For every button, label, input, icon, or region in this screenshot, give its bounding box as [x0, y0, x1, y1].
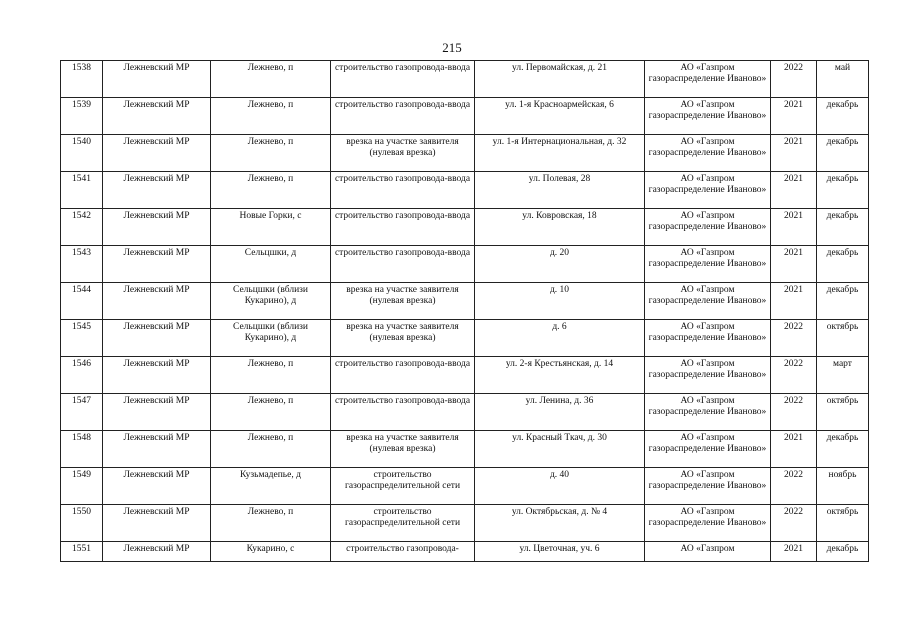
cell-settlement: Лежнево, п: [211, 172, 331, 209]
cell-address: д. 40: [475, 468, 645, 505]
cell-work-type: врезка на участке заявителя (нулевая врезка): [331, 283, 475, 320]
cell-year: 2022: [771, 320, 817, 357]
cell-number: 1543: [61, 246, 103, 283]
cell-work-type: строительство газопровода-ввода: [331, 394, 475, 431]
cell-month: март: [817, 357, 869, 394]
cell-month: декабрь: [817, 246, 869, 283]
cell-district: Лежневский МР: [103, 283, 211, 320]
cell-organization: АО «Газпром газораспределение Иваново»: [645, 283, 771, 320]
cell-organization: АО «Газпром газораспределение Иваново»: [645, 209, 771, 246]
table-row: [61, 320, 869, 357]
cell-settlement: Лежнево, п: [211, 135, 331, 172]
cell-settlement: Кузьмадепье, д: [211, 468, 331, 505]
cell-month: ноябрь: [817, 468, 869, 505]
cell-address: ул. Первомайская, д. 21: [475, 61, 645, 98]
cell-work-type: строительство газопровода-ввода: [331, 357, 475, 394]
cell-year: 2021: [771, 283, 817, 320]
cell-month: декабрь: [817, 172, 869, 209]
table-row: [61, 61, 869, 98]
cell-settlement: Лежнево, п: [211, 431, 331, 468]
cell-district: Лежневский МР: [103, 320, 211, 357]
cell-district: Лежневский МР: [103, 172, 211, 209]
cell-number: 1544: [61, 283, 103, 320]
table-row: [61, 394, 869, 431]
cell-organization: АО «Газпром: [645, 542, 771, 562]
cell-settlement: Сельцшки, д: [211, 246, 331, 283]
cell-district: Лежневский МР: [103, 542, 211, 562]
cell-address: д. 20: [475, 246, 645, 283]
cell-year: 2021: [771, 98, 817, 135]
cell-number: 1540: [61, 135, 103, 172]
cell-number: 1538: [61, 61, 103, 98]
cell-year: 2021: [771, 209, 817, 246]
cell-organization: АО «Газпром газораспределение Иваново»: [645, 98, 771, 135]
cell-district: Лежневский МР: [103, 468, 211, 505]
cell-organization: АО «Газпром газораспределение Иваново»: [645, 61, 771, 98]
cell-month: май: [817, 61, 869, 98]
cell-year: 2021: [771, 135, 817, 172]
cell-number: 1545: [61, 320, 103, 357]
cell-organization: АО «Газпром газораспределение Иваново»: [645, 394, 771, 431]
cell-work-type: строительство газопровода-ввода: [331, 246, 475, 283]
cell-district: Лежневский МР: [103, 135, 211, 172]
cell-address: д. 10: [475, 283, 645, 320]
cell-organization: АО «Газпром газораспределение Иваново»: [645, 357, 771, 394]
cell-address: ул. Цветочная, уч. 6: [475, 542, 645, 562]
cell-district: Лежневский МР: [103, 98, 211, 135]
cell-settlement: Сельцшки (вблизи Кукарино), д: [211, 320, 331, 357]
cell-district: Лежневский МР: [103, 431, 211, 468]
table-row: [61, 98, 869, 135]
cell-year: 2021: [771, 172, 817, 209]
cell-settlement: Лежнево, п: [211, 61, 331, 98]
table-body: [61, 61, 869, 562]
cell-organization: АО «Газпром газораспределение Иваново»: [645, 505, 771, 542]
cell-month: декабрь: [817, 431, 869, 468]
table-row: [61, 135, 869, 172]
cell-district: Лежневский МР: [103, 357, 211, 394]
cell-settlement: Лежнево, п: [211, 394, 331, 431]
cell-address: ул. Октябрьская, д. № 4: [475, 505, 645, 542]
table-row: [61, 468, 869, 505]
cell-settlement: Лежнево, п: [211, 505, 331, 542]
cell-year: 2021: [771, 542, 817, 562]
table-row: [61, 209, 869, 246]
cell-month: октябрь: [817, 320, 869, 357]
cell-address: ул. 2-я Крестьянская, д. 14: [475, 357, 645, 394]
cell-address: д. 6: [475, 320, 645, 357]
cell-work-type: врезка на участке заявителя (нулевая врезка): [331, 431, 475, 468]
cell-organization: АО «Газпром газораспределение Иваново»: [645, 431, 771, 468]
cell-month: декабрь: [817, 98, 869, 135]
cell-organization: АО «Газпром газораспределение Иваново»: [645, 468, 771, 505]
cell-organization: АО «Газпром газораспределение Иваново»: [645, 135, 771, 172]
cell-address: ул. Ленина, д. 36: [475, 394, 645, 431]
cell-district: Лежневский МР: [103, 209, 211, 246]
cell-district: Лежневский МР: [103, 394, 211, 431]
cell-month: октябрь: [817, 394, 869, 431]
table-row: [61, 357, 869, 394]
cell-settlement: Кукарино, с: [211, 542, 331, 562]
gasification-table: [60, 60, 869, 562]
cell-district: Лежневский МР: [103, 246, 211, 283]
cell-number: 1542: [61, 209, 103, 246]
cell-district: Лежневский МР: [103, 61, 211, 98]
cell-year: 2022: [771, 61, 817, 98]
cell-address: ул. 1-я Красноармейская, 6: [475, 98, 645, 135]
cell-month: декабрь: [817, 542, 869, 562]
table-row: [61, 172, 869, 209]
cell-number: 1541: [61, 172, 103, 209]
cell-number: 1549: [61, 468, 103, 505]
cell-address: ул. Красный Ткач, д. 30: [475, 431, 645, 468]
cell-work-type: строительство газопровода-ввода: [331, 172, 475, 209]
cell-address: ул. Полевая, 28: [475, 172, 645, 209]
cell-work-type: строительство газораспределительной сети: [331, 505, 475, 542]
cell-work-type: строительство газопровода-ввода: [331, 209, 475, 246]
cell-month: декабрь: [817, 209, 869, 246]
table-row: [61, 505, 869, 542]
cell-settlement: Лежнево, п: [211, 98, 331, 135]
table-row: [61, 431, 869, 468]
cell-organization: АО «Газпром газораспределение Иваново»: [645, 246, 771, 283]
cell-district: Лежневский МР: [103, 505, 211, 542]
cell-work-type: строительство газопровода-ввода: [331, 61, 475, 98]
cell-work-type: строительство газопровода-: [331, 542, 475, 562]
cell-address: ул. Ковровская, 18: [475, 209, 645, 246]
cell-work-type: врезка на участке заявителя (нулевая врезка): [331, 135, 475, 172]
cell-number: 1539: [61, 98, 103, 135]
cell-number: 1546: [61, 357, 103, 394]
cell-work-type: строительство газопровода-ввода: [331, 98, 475, 135]
table-row: [61, 542, 869, 562]
cell-month: декабрь: [817, 135, 869, 172]
cell-number: 1551: [61, 542, 103, 562]
cell-month: декабрь: [817, 283, 869, 320]
cell-number: 1547: [61, 394, 103, 431]
page-number: 215: [442, 40, 462, 55]
cell-month: октябрь: [817, 505, 869, 542]
cell-settlement: Лежнево, п: [211, 357, 331, 394]
cell-work-type: строительство газораспределительной сети: [331, 468, 475, 505]
cell-year: 2022: [771, 357, 817, 394]
cell-year: 2022: [771, 468, 817, 505]
cell-year: 2022: [771, 394, 817, 431]
cell-settlement: Новые Горки, с: [211, 209, 331, 246]
cell-address: ул. 1-я Интернациональная, д. 32: [475, 135, 645, 172]
table-row: [61, 246, 869, 283]
cell-organization: АО «Газпром газораспределение Иваново»: [645, 172, 771, 209]
cell-number: 1550: [61, 505, 103, 542]
cell-year: 2022: [771, 505, 817, 542]
cell-work-type: врезка на участке заявителя (нулевая врезка): [331, 320, 475, 357]
cell-year: 2021: [771, 246, 817, 283]
cell-number: 1548: [61, 431, 103, 468]
cell-organization: АО «Газпром газораспределение Иваново»: [645, 320, 771, 357]
table-row: [61, 283, 869, 320]
cell-settlement: Сельцшки (вблизи Кукарино), д: [211, 283, 331, 320]
cell-year: 2021: [771, 431, 817, 468]
